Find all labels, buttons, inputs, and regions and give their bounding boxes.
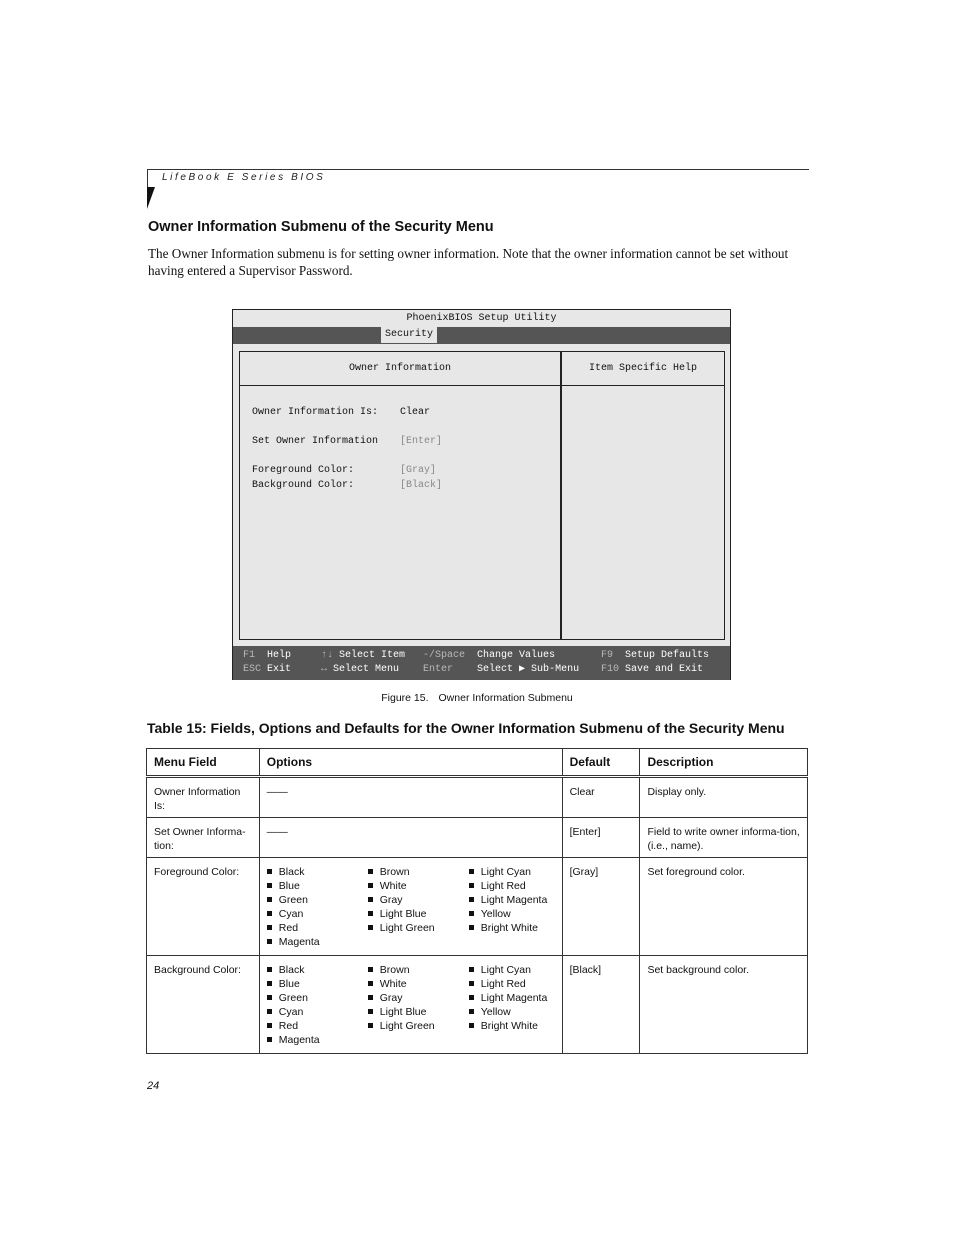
key-f9-setup-defaults: F9 Setup Defaults xyxy=(601,650,710,661)
option-item: Yellow xyxy=(469,907,548,921)
bios-item-foreground-color[interactable] xyxy=(252,465,436,476)
col-default: Default xyxy=(562,749,640,777)
option-item: Cyan xyxy=(267,907,368,921)
key-f10-save-exit: F10 Save and Exit xyxy=(601,664,704,675)
bios-item-set-owner-info[interactable] xyxy=(252,436,442,447)
option-item: Light Green xyxy=(368,1019,469,1033)
running-header: LifeBook E Series BIOS xyxy=(162,172,326,183)
col-menu-field: Menu Field xyxy=(147,749,260,777)
option-item: White xyxy=(368,977,469,991)
option-item: Bright White xyxy=(469,921,548,935)
table-row xyxy=(147,956,808,1054)
cell-field: Background Color: xyxy=(147,956,260,1054)
option-item: Yellow xyxy=(469,1005,548,1019)
option-item: Light Red xyxy=(469,977,548,991)
cell-description: Field to write owner informa-tion, (i.e., name). xyxy=(640,818,808,858)
option-item: Light Blue xyxy=(368,1005,469,1019)
bios-key-legend xyxy=(233,646,730,680)
option-item: Light Cyan xyxy=(469,865,548,879)
header-vertical-rule xyxy=(147,169,148,189)
cell-description: Set foreground color. xyxy=(640,858,808,956)
key-space-change-values: -/Space Change Values xyxy=(423,650,556,661)
figure-number: Figure 15. xyxy=(381,692,429,704)
option-item: Green xyxy=(267,991,368,1005)
item-help-pane-title: Item Specific Help xyxy=(562,352,724,386)
option-item: Gray xyxy=(368,991,469,1005)
col-description: Description xyxy=(640,749,808,777)
figure-caption-text: Owner Information Submenu xyxy=(438,692,573,704)
table-row xyxy=(147,777,808,818)
option-item: Brown xyxy=(368,865,469,879)
option-item: Bright White xyxy=(469,1019,548,1033)
option-item: Light Magenta xyxy=(469,991,548,1005)
key-f1-help: F1 Help xyxy=(243,650,292,661)
option-item: Light Blue xyxy=(368,907,469,921)
cell-description: Display only. xyxy=(640,777,808,818)
options-list xyxy=(267,963,555,1047)
bios-title: PhoenixBIOS Setup Utility xyxy=(233,310,730,328)
option-item: Light Cyan xyxy=(469,963,548,977)
page-number: 24 xyxy=(147,1080,160,1092)
option-item: White xyxy=(368,879,469,893)
key-updown-select-item: ↑↓ Select Item xyxy=(321,650,406,661)
option-item: Green xyxy=(267,893,368,907)
cell-default: [Enter] xyxy=(562,818,640,858)
option-item: Blue xyxy=(267,977,368,991)
header-wedge-mark xyxy=(147,187,155,209)
bios-item-value: [Gray] xyxy=(400,465,437,476)
bios-item-value: [Black] xyxy=(400,480,443,491)
key-esc-exit: ESC Exit xyxy=(243,664,292,675)
owner-info-pane xyxy=(239,351,561,640)
option-item: Black xyxy=(267,963,368,977)
item-help-pane xyxy=(561,351,725,640)
owner-info-pane-title: Owner Information xyxy=(240,352,560,386)
options-column xyxy=(267,865,368,949)
bios-item-label: Set Owner Information xyxy=(252,436,379,447)
option-item: Gray xyxy=(368,893,469,907)
options-column xyxy=(368,963,469,1047)
options-column xyxy=(469,865,548,949)
option-item: Brown xyxy=(368,963,469,977)
table-title: Table 15: Fields, Options and Defaults for the Owner Information Submenu of the Security Menu xyxy=(147,720,785,736)
table-row xyxy=(147,858,808,956)
option-item: Black xyxy=(267,865,368,879)
key-leftright-select-menu: ↔ Select Menu xyxy=(321,664,400,675)
cell-default: [Gray] xyxy=(562,858,640,956)
cell-field: Set Owner Informa-tion: xyxy=(147,818,260,858)
fields-options-table xyxy=(146,748,808,1054)
option-item: Light Red xyxy=(469,879,548,893)
tab-security[interactable]: Security xyxy=(381,327,437,343)
bios-item-label: Background Color: xyxy=(252,480,355,491)
bios-item-owner-info-is[interactable] xyxy=(252,407,430,418)
options-list xyxy=(267,865,555,949)
cell-default: [Black] xyxy=(562,956,640,1054)
key-enter-submenu: Enter Select ▶ Sub-Menu xyxy=(423,664,580,675)
option-item: Cyan xyxy=(267,1005,368,1019)
bios-item-value: Clear xyxy=(400,407,431,418)
options-column xyxy=(267,963,368,1047)
option-item: Blue xyxy=(267,879,368,893)
cell-description: Set background color. xyxy=(640,956,808,1054)
bios-item-value: [Enter] xyxy=(400,436,443,447)
bios-screen xyxy=(232,309,731,680)
option-item: Light Green xyxy=(368,921,469,935)
option-item: Magenta xyxy=(267,935,368,949)
option-item: Red xyxy=(267,1019,368,1033)
table-header-row xyxy=(147,749,808,777)
cell-options: —— xyxy=(259,818,562,858)
section-title: Owner Information Submenu of the Security Menu xyxy=(148,219,494,235)
cell-options xyxy=(259,956,562,1054)
option-item: Light Magenta xyxy=(469,893,548,907)
header-rule xyxy=(147,169,809,170)
cell-options: —— xyxy=(259,777,562,818)
table-row xyxy=(147,818,808,858)
cell-field: Owner Information Is: xyxy=(147,777,260,818)
cell-field: Foreground Color: xyxy=(147,858,260,956)
option-item: Magenta xyxy=(267,1033,368,1047)
bios-item-label: Owner Information Is: xyxy=(252,407,379,418)
options-column xyxy=(469,963,548,1047)
bios-menubar xyxy=(233,327,730,344)
figure-caption xyxy=(0,692,954,704)
option-item: Red xyxy=(267,921,368,935)
cell-options xyxy=(259,858,562,956)
cell-default: Clear xyxy=(562,777,640,818)
bios-item-label: Foreground Color: xyxy=(252,465,355,476)
intro-paragraph: The Owner Information submenu is for setting owner information. Note that the owner information cannot be set without having entered a Supervisor Password. xyxy=(148,246,789,278)
bios-item-background-color[interactable] xyxy=(252,480,442,491)
options-column xyxy=(368,865,469,949)
col-options: Options xyxy=(259,749,562,777)
